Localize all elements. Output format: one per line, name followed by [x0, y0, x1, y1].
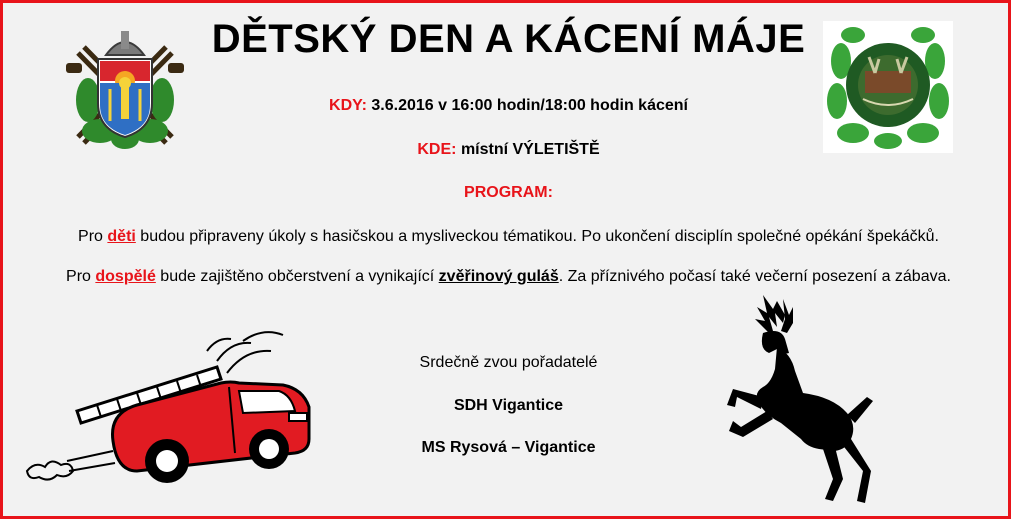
- where-text: místní VÝLETIŠTĚ: [460, 141, 600, 158]
- organizer-sdh: SDH Vigantice: [453, 397, 564, 414]
- adults-after: . Za příznivého počasí také večerní posezení a zábava.: [558, 268, 951, 285]
- kids-before: Pro: [78, 228, 108, 245]
- where-label: KDE:: [417, 141, 457, 158]
- deer-silhouette-icon: [723, 293, 873, 505]
- when-label: KDY:: [329, 97, 367, 114]
- organizer-ms: MS Rysová – Vigantice: [421, 439, 596, 456]
- when-text: 3.6.2016 v 16:00 hodin/18:00 hodin kácení: [371, 97, 688, 114]
- program-heading: [3, 184, 1011, 202]
- when-line: [3, 97, 1011, 115]
- hunting-association-emblem-icon: [823, 21, 953, 153]
- adults-before: Pro: [66, 268, 96, 285]
- adults-emph: zvěřinový guláš: [438, 268, 559, 285]
- fire-truck-icon: [17, 321, 317, 503]
- where-line: [3, 141, 1011, 159]
- kids-after: budou připraveny úkoly s hasičskou a mysliveckou tématikou. Po ukončení disciplín společné opékání špekáčků.: [135, 228, 939, 245]
- adults-paragraph: [3, 268, 1011, 286]
- adults-highlight: dospělé: [95, 268, 156, 285]
- kids-highlight: děti: [107, 228, 136, 245]
- adults-middle: bude zajištěno občerstvení a vynikající: [155, 268, 439, 285]
- program-label: PROGRAM:: [464, 184, 553, 201]
- invite-text: Srdečně zvou pořadatelé: [419, 354, 598, 371]
- kids-paragraph: [3, 228, 1011, 246]
- page-title: DĚTSKÝ DEN A KÁCENÍ MÁJE: [211, 17, 806, 61]
